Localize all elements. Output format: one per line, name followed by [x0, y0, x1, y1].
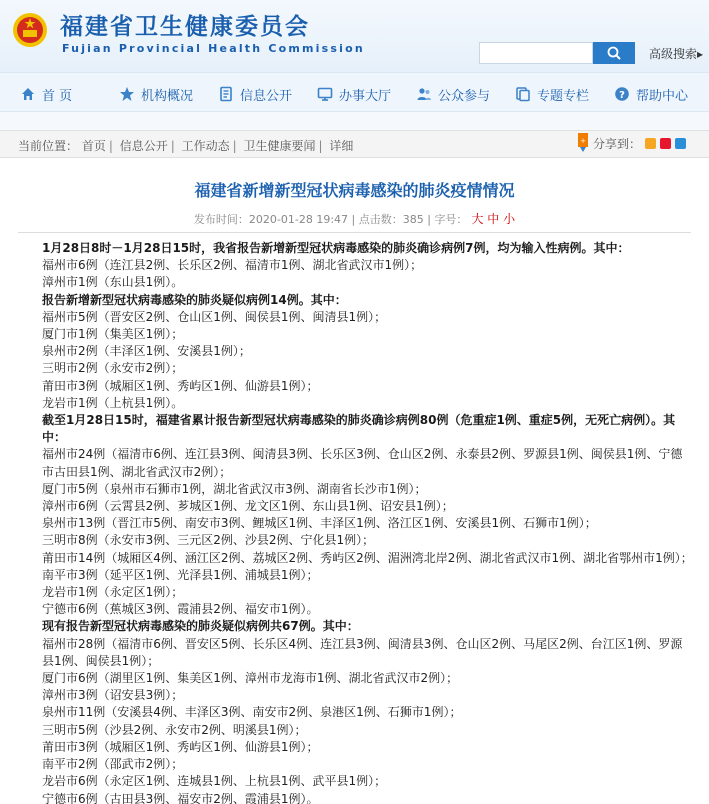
article-paragraph: 福州市24例（福清市6例、连江县3例、闽清县3例、长乐区3例、仓山区2例、永泰县2例、罗源县1例、闽侯县1例、宁德市古田县1例、湖北省武汉市2例）； — [42, 447, 683, 479]
share-tag-icon — [577, 133, 589, 153]
home-icon — [20, 86, 36, 102]
article-paragraph: 福州市28例（福清市6例、晋安区5例、长乐区4例、连江县3例、闽清县3例、仓山区2例、马尾区2例、台江区1例、罗源县1例、闽侯县1例）； — [42, 636, 683, 668]
article-paragraph: 泉州市2例（丰泽区1例、安溪县1例）； — [42, 344, 251, 359]
font-size-options[interactable]: 大 中 小 — [471, 212, 516, 226]
share-bar — [577, 133, 686, 153]
nav-label: 专题专栏 — [537, 88, 590, 104]
nav-label: 帮助中心 — [636, 88, 689, 104]
article-paragraph: 南平市2例（邵武市2例）； — [42, 757, 184, 772]
nav-label: 机构概况 — [141, 88, 194, 104]
article-paragraph: 三明市5例（沙县2例、永安市2例、明溪县1例）； — [42, 722, 307, 737]
spacer — [0, 112, 709, 130]
publish-time: 2020-01-28 19:47 — [248, 213, 349, 226]
weibo-share-icon[interactable] — [660, 138, 671, 149]
article-paragraph: 莆田市3例（城厢区1例、秀屿区1例、仙游县1例）； — [42, 378, 319, 393]
main-nav — [0, 72, 709, 112]
breadcrumb-current: 详细 — [329, 139, 354, 153]
nav-service[interactable] — [317, 84, 391, 104]
nav-label: 公众参与 — [438, 88, 491, 104]
article-paragraph: 莆田市3例（城厢区1例、秀屿区1例、仙游县1例）； — [42, 739, 319, 754]
nav-help[interactable] — [614, 84, 688, 104]
article-paragraph: 漳州市1例（东山县1例）。 — [42, 275, 184, 290]
breadcrumb-bar — [0, 130, 709, 158]
nav-label: 首 页 — [42, 88, 73, 104]
search-input[interactable] — [479, 42, 593, 64]
divider — [18, 232, 691, 233]
article-paragraph: 莆田市14例（城厢区4例、涵江区2例、荔城区2例、秀屿区2例、湄洲湾北岸2例、湖北省武汉市1例、湖北省鄂州市1例）； — [42, 550, 693, 565]
article-paragraph: 现有报告新型冠状病毒感染的肺炎疑似病例共67例。其中： — [42, 619, 359, 634]
article-paragraph: 福州市6例（连江县2例、长乐区2例、福清市1例、湖北省武汉市1例）； — [42, 258, 423, 273]
article-paragraph: 福州市5例（晋安区2例、仓山区1例、闽侯县1例、闽清县1例）； — [42, 309, 387, 324]
document-icon — [218, 86, 234, 102]
article-paragraph: 厦门市1例（集美区1例）； — [42, 327, 184, 342]
article-paragraph: 宁德市6例（蕉城区3例、霞浦县2例、福安市1例）。 — [42, 602, 319, 617]
breadcrumb-news[interactable]: 卫生健康要闻 — [243, 139, 316, 153]
article-paragraph: 龙岩市6例（永定区1例、连城县1例、上杭县1例、武平县1例）； — [42, 774, 387, 789]
article-title: 福建省新增新型冠状病毒感染的肺炎疫情情况 — [194, 181, 515, 200]
article-paragraph: 漳州市3例（诏安县3例）； — [42, 688, 184, 703]
clicks-count: 385 — [402, 213, 424, 226]
article-paragraph: 三明市2例（永安市2例）； — [42, 361, 184, 376]
qzone-share-icon[interactable] — [645, 138, 656, 149]
site-title: 福建省卫生健康委员会 — [60, 14, 310, 40]
article-paragraph: 泉州市11例（安溪县4例、丰泽区3例、南安市2例、泉港区1例、石狮市1例）； — [42, 705, 462, 720]
svg-text:+: + — [580, 137, 586, 145]
breadcrumb-home[interactable]: 首页 — [81, 139, 106, 153]
article-paragraph: 漳州市6例（云霄县2例、芗城区1例、龙文区1例、东山县1例、诏安县1例）； — [42, 499, 454, 514]
tencent-weibo-share-icon[interactable] — [675, 138, 686, 149]
article-paragraph: 报告新增新型冠状病毒感染的肺炎疑似病例14例。其中： — [42, 292, 347, 307]
article-paragraph: 南平市3例（延平区1例、光泽县1例、浦城县1例）； — [42, 567, 319, 582]
article-paragraph: 厦门市6例（湖里区1例、集美区1例、漳州市龙海市1例、湖北省武汉市2例）； — [42, 671, 459, 686]
monitor-icon — [317, 86, 333, 102]
nav-info[interactable] — [218, 84, 292, 104]
article-paragraph: 三明市8例（永安市3例、三元区2例、沙县2例、宁化县1例）； — [42, 533, 375, 548]
breadcrumb-info[interactable]: 信息公开 — [119, 139, 168, 153]
article-paragraph: 1月28日8时－1月28日15时，我省报告新增新型冠状病毒感染的肺炎确诊病例7例，均为输入性病例。其中： — [42, 241, 630, 255]
article-paragraph: 龙岩市1例（上杭县1例）。 — [42, 395, 184, 410]
nav-label: 办事大厅 — [339, 88, 392, 104]
search-button[interactable] — [593, 42, 635, 64]
clicks-label: 点击数： — [358, 213, 403, 226]
people-icon — [416, 86, 432, 102]
nav-label: 信息公开 — [240, 88, 293, 104]
share-label: 分享到： — [593, 136, 642, 151]
nav-about[interactable] — [119, 84, 193, 104]
nav-topics[interactable] — [515, 84, 589, 104]
nav-home[interactable] — [20, 84, 72, 104]
breadcrumb-work[interactable]: 工作动态 — [181, 139, 230, 153]
help-icon — [614, 86, 630, 102]
site-header — [0, 0, 709, 72]
article-body — [18, 240, 694, 804]
star-icon — [119, 86, 135, 102]
svg-text:?: ? — [619, 90, 625, 101]
article-paragraph: 泉州市13例（晋江市5例、南安市3例、鲤城区1例、丰泽区1例、洛江区1例、安溪县1例、石狮市1例）； — [42, 516, 597, 531]
article-meta: 发布时间：2020-01-28 19:47 | 点击数：385 | 字号： 大 中 小 — [193, 212, 516, 226]
publish-label: 发布时间： — [193, 213, 249, 226]
breadcrumb: 当前位置： 首页 | 信息公开 | 工作动态 | 卫生健康要闻 | 详细 — [18, 139, 354, 153]
article-paragraph: 厦门市5例（泉州市石狮市1例，湖北省武汉市3例、湖南省长沙市1例）； — [42, 481, 427, 496]
article-paragraph: 宁德市6例（古田县3例、福安市2例、霞浦县1例）。 — [42, 791, 319, 804]
article-paragraph: 截至1月28日15时，福建省累计报告新型冠状病毒感染的肺炎确诊病例80例（危重症1例、重症5例，无死亡病例）。其中： — [42, 413, 676, 445]
font-size-label: 字号： — [434, 213, 468, 226]
nav-public[interactable] — [416, 84, 490, 104]
site-subtitle: Fujian Provincial Health Commission — [62, 42, 365, 55]
search-icon — [606, 45, 622, 61]
advanced-search-link[interactable]: 高级搜索▸ — [649, 47, 704, 61]
breadcrumb-prefix: 当前位置： — [18, 139, 79, 153]
column-icon — [515, 86, 531, 102]
national-emblem-icon — [12, 10, 48, 50]
article-paragraph: 龙岩市1例（永定区1例）； — [42, 585, 184, 600]
